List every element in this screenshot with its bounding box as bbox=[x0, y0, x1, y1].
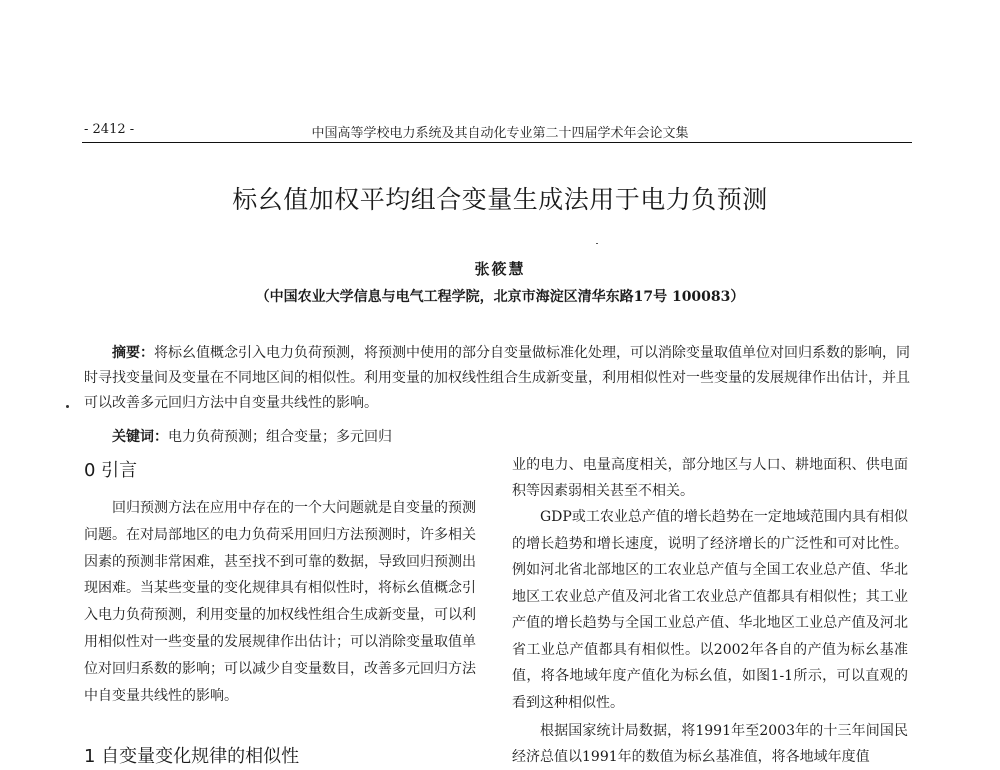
right-column-paragraph-3: 根据国家统计局数据，将1991年至2003年的十三年间国民经济总值以1991年的数值为标幺基准值，将各地域年度值 bbox=[512, 723, 908, 765]
abstract bbox=[84, 341, 910, 416]
right-column-paragraph-1: 业的电力、电量高度相关，部分地区与人口、耕地面积、供电面积等因素弱相关甚至不相关。 bbox=[512, 457, 908, 499]
author-affiliation: （中国农业大学信息与电气工程学院，北京市海淀区清华东路17号 100083） bbox=[255, 289, 745, 305]
page-number: - 2412 - bbox=[84, 122, 135, 137]
scan-artifact bbox=[596, 243, 598, 244]
right-column-paragraph-2: GDP或工农业总产值的增长趋势在一定地域范围内具有相似的增长趋势和增长速度，说明了经济增长的广泛性和可对比性。例如河北省北部地区的工农业总产值与全国工农业总产值、华北地区工农业总产值及河北省工农业总产值都具有相似性；其工业产值的增长趋势与全国工业总产值、华北地区工业总产值及河北省工业总产值都具有相似性。以2002年各自的产值为标幺基准值，将各地域年度产值化为标幺值，如图1-1所示，可以直观的看到这种相似性。 bbox=[512, 509, 908, 711]
journal-header: 中国高等学校电力系统及其自动化专业第二十四届学术年会论文集 bbox=[311, 126, 689, 141]
header-divider bbox=[82, 142, 912, 143]
section-0-paragraph: 回归预测方法在应用中存在的一个大问题就是自变量的预测问题。在对局部地区的电力负荷采用回归方法预测时，许多相关因素的预测非常困难，甚至找不到可靠的数据，导致回归预测出现困难。当某些变量的变化规律具有相似性时，将标幺值概念引入电力负荷预测，利用变量的加权线性组合生成新变量，可以利用相似性对一些变量的发展规律作出估计；可以消除变量取值单位对回归系数的影响；可以减少自变量数目，改善多元回归方法中自变量共线性的影响。 bbox=[84, 500, 476, 704]
keywords-text: 电力负荷预测；组合变量；多元回归 bbox=[168, 429, 392, 445]
author-name: 张筱慧 bbox=[474, 260, 526, 278]
abstract-text: 将标幺值概念引入电力负荷预测，将预测中使用的部分自变量做标准化处理，可以消除变量取值单位对回归系数的影响，同时寻找变量间及变量在不同地区间的相似性。利用变量的加权线性组合生成新变量，利用相似性对一些变量的发展规律作出估计，并且可以改善多元回归方法中自变量共线性的影响。 bbox=[84, 345, 910, 411]
section-0-heading: 0 引言 bbox=[84, 460, 138, 481]
keywords-label: 关键词： bbox=[112, 429, 168, 445]
keywords bbox=[84, 425, 910, 450]
section-1-heading: 1 自变量变化规律的相似性 bbox=[84, 746, 300, 767]
abstract-label: 摘要： bbox=[112, 345, 154, 361]
paper-title: 标幺值加权平均组合变量生成法用于电力负预测 bbox=[232, 185, 768, 214]
margin-dot bbox=[66, 405, 69, 408]
